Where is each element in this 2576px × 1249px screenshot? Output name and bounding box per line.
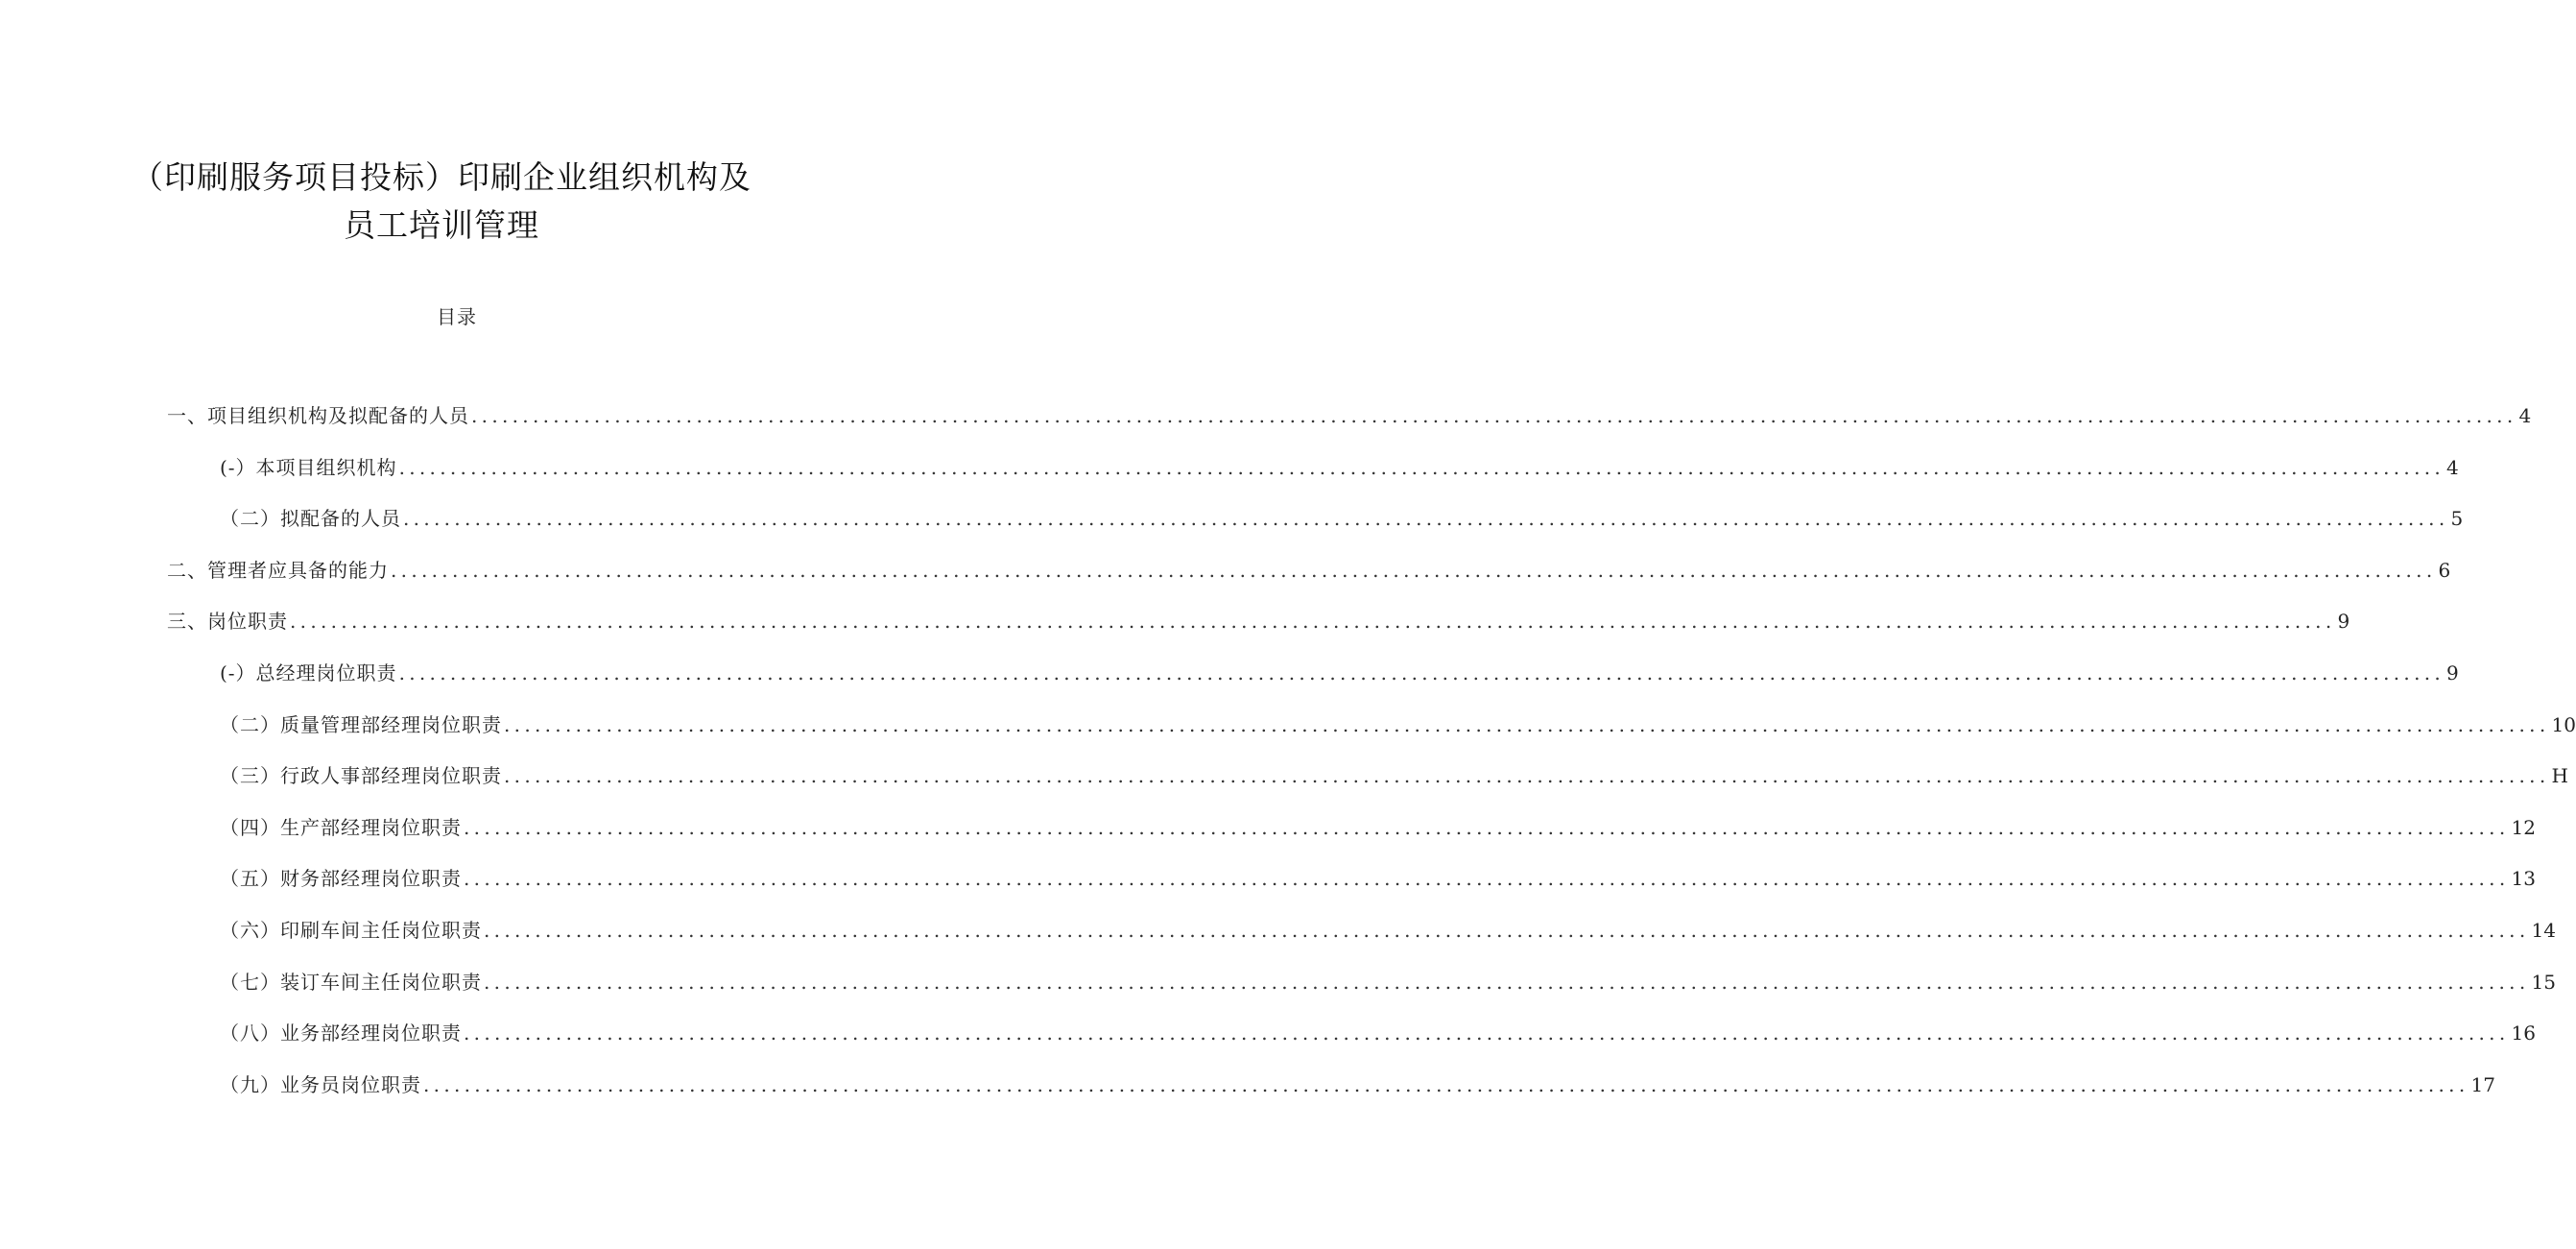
toc-dot-leader: ........................................................................................................................................................................................................: [484, 919, 2530, 942]
toc-entry-page-number: 17: [2470, 1072, 2495, 1096]
toc-entry[interactable]: [220, 859, 2536, 898]
toc-heading: 目录: [437, 305, 477, 328]
toc-entry[interactable]: [167, 602, 2350, 640]
toc-dot-leader: ........................................................................................................................................................................................................: [398, 455, 2445, 479]
toc-entry-page-number: 4: [2446, 455, 2459, 479]
toc-entry-title: (-）总经理岗位职责: [220, 661, 397, 685]
toc-entry[interactable]: [220, 911, 2556, 949]
toc-entry[interactable]: [220, 448, 2459, 487]
toc-dot-leader: ........................................................................................................................................................................................................: [504, 712, 2550, 736]
document-title-line-2: 员工培训管理: [344, 206, 539, 244]
toc-entry-page-number: 5: [2450, 507, 2464, 531]
toc-entry-title: （七）装订车间主任岗位职责: [220, 970, 482, 994]
toc-dot-leader: ........................................................................................................................................................................................................: [391, 558, 2437, 582]
toc-entry-title: （八）业务部经理岗位职责: [220, 1021, 462, 1045]
toc-entry[interactable]: [220, 1014, 2536, 1052]
toc-entry[interactable]: [220, 808, 2536, 847]
toc-entry-title: （六）印刷车间主任岗位职责: [220, 919, 482, 942]
toc-entry-page-number: 15: [2531, 970, 2556, 994]
toc-dot-leader: ........................................................................................................................................................................................................: [464, 867, 2510, 891]
toc-entry-title: （三）行政人事部经理岗位职责: [220, 764, 502, 788]
toc-entry[interactable]: [220, 706, 2576, 744]
toc-entry[interactable]: [220, 757, 2568, 795]
toc-entry-title: 二、管理者应具备的能力: [167, 558, 389, 582]
toc-entry-title: (-）本项目组织机构: [220, 455, 397, 479]
toc-entry-page-number: 14: [2531, 919, 2556, 942]
toc-dot-leader: ........................................................................................................................................................................................................: [423, 1072, 2469, 1096]
toc-entry-page-number: 4: [2518, 404, 2532, 427]
toc-dot-leader: ........................................................................................................................................................................................................: [464, 815, 2510, 839]
toc-entry[interactable]: [167, 396, 2532, 435]
toc-dot-leader: ........................................................................................................................................................................................................: [290, 610, 2336, 634]
toc-entry-title: （二）质量管理部经理岗位职责: [220, 712, 502, 736]
document-title-line-1: （印刷服务项目投标）印刷企业组织机构及: [131, 158, 751, 196]
toc-entry-page-number: 12: [2511, 815, 2536, 839]
toc-dot-leader: ........................................................................................................................................................................................................: [464, 1021, 2510, 1045]
toc-entry-title: （九）业务员岗位职责: [220, 1072, 421, 1096]
document-title: [0, 154, 883, 250]
toc-dot-leader: ........................................................................................................................................................................................................: [484, 970, 2530, 994]
toc-entry-title: （五）财务部经理岗位职责: [220, 867, 462, 891]
toc-entry-page-number: H: [2551, 764, 2568, 788]
toc-dot-leader: ........................................................................................................................................................................................................: [504, 764, 2550, 788]
toc-entry-title: （四）生产部经理岗位职责: [220, 815, 462, 839]
toc-entry-title: 三、岗位职责: [167, 610, 288, 634]
toc-entry-page-number: 16: [2511, 1021, 2536, 1045]
toc-entry-page-number: 9: [2337, 610, 2350, 634]
toc-entry[interactable]: [220, 499, 2464, 538]
toc-dot-leader: ........................................................................................................................................................................................................: [471, 404, 2517, 427]
toc-entry-page-number: 10: [2551, 712, 2576, 736]
toc-entry[interactable]: [220, 1066, 2495, 1104]
toc-entry[interactable]: [220, 654, 2459, 692]
toc-entry-page-number: 9: [2446, 661, 2459, 685]
toc-entry-title: （二）拟配备的人员: [220, 507, 401, 531]
toc-entry-page-number: 6: [2438, 558, 2451, 582]
toc-entry-title: 一、项目组织机构及拟配备的人员: [167, 404, 469, 427]
toc-dot-leader: ........................................................................................................................................................................................................: [398, 661, 2445, 685]
toc-entry[interactable]: [167, 551, 2451, 589]
toc-entry-page-number: 13: [2511, 867, 2536, 891]
toc-dot-leader: ........................................................................................................................................................................................................: [403, 507, 2449, 531]
toc-entry[interactable]: [220, 963, 2556, 1001]
